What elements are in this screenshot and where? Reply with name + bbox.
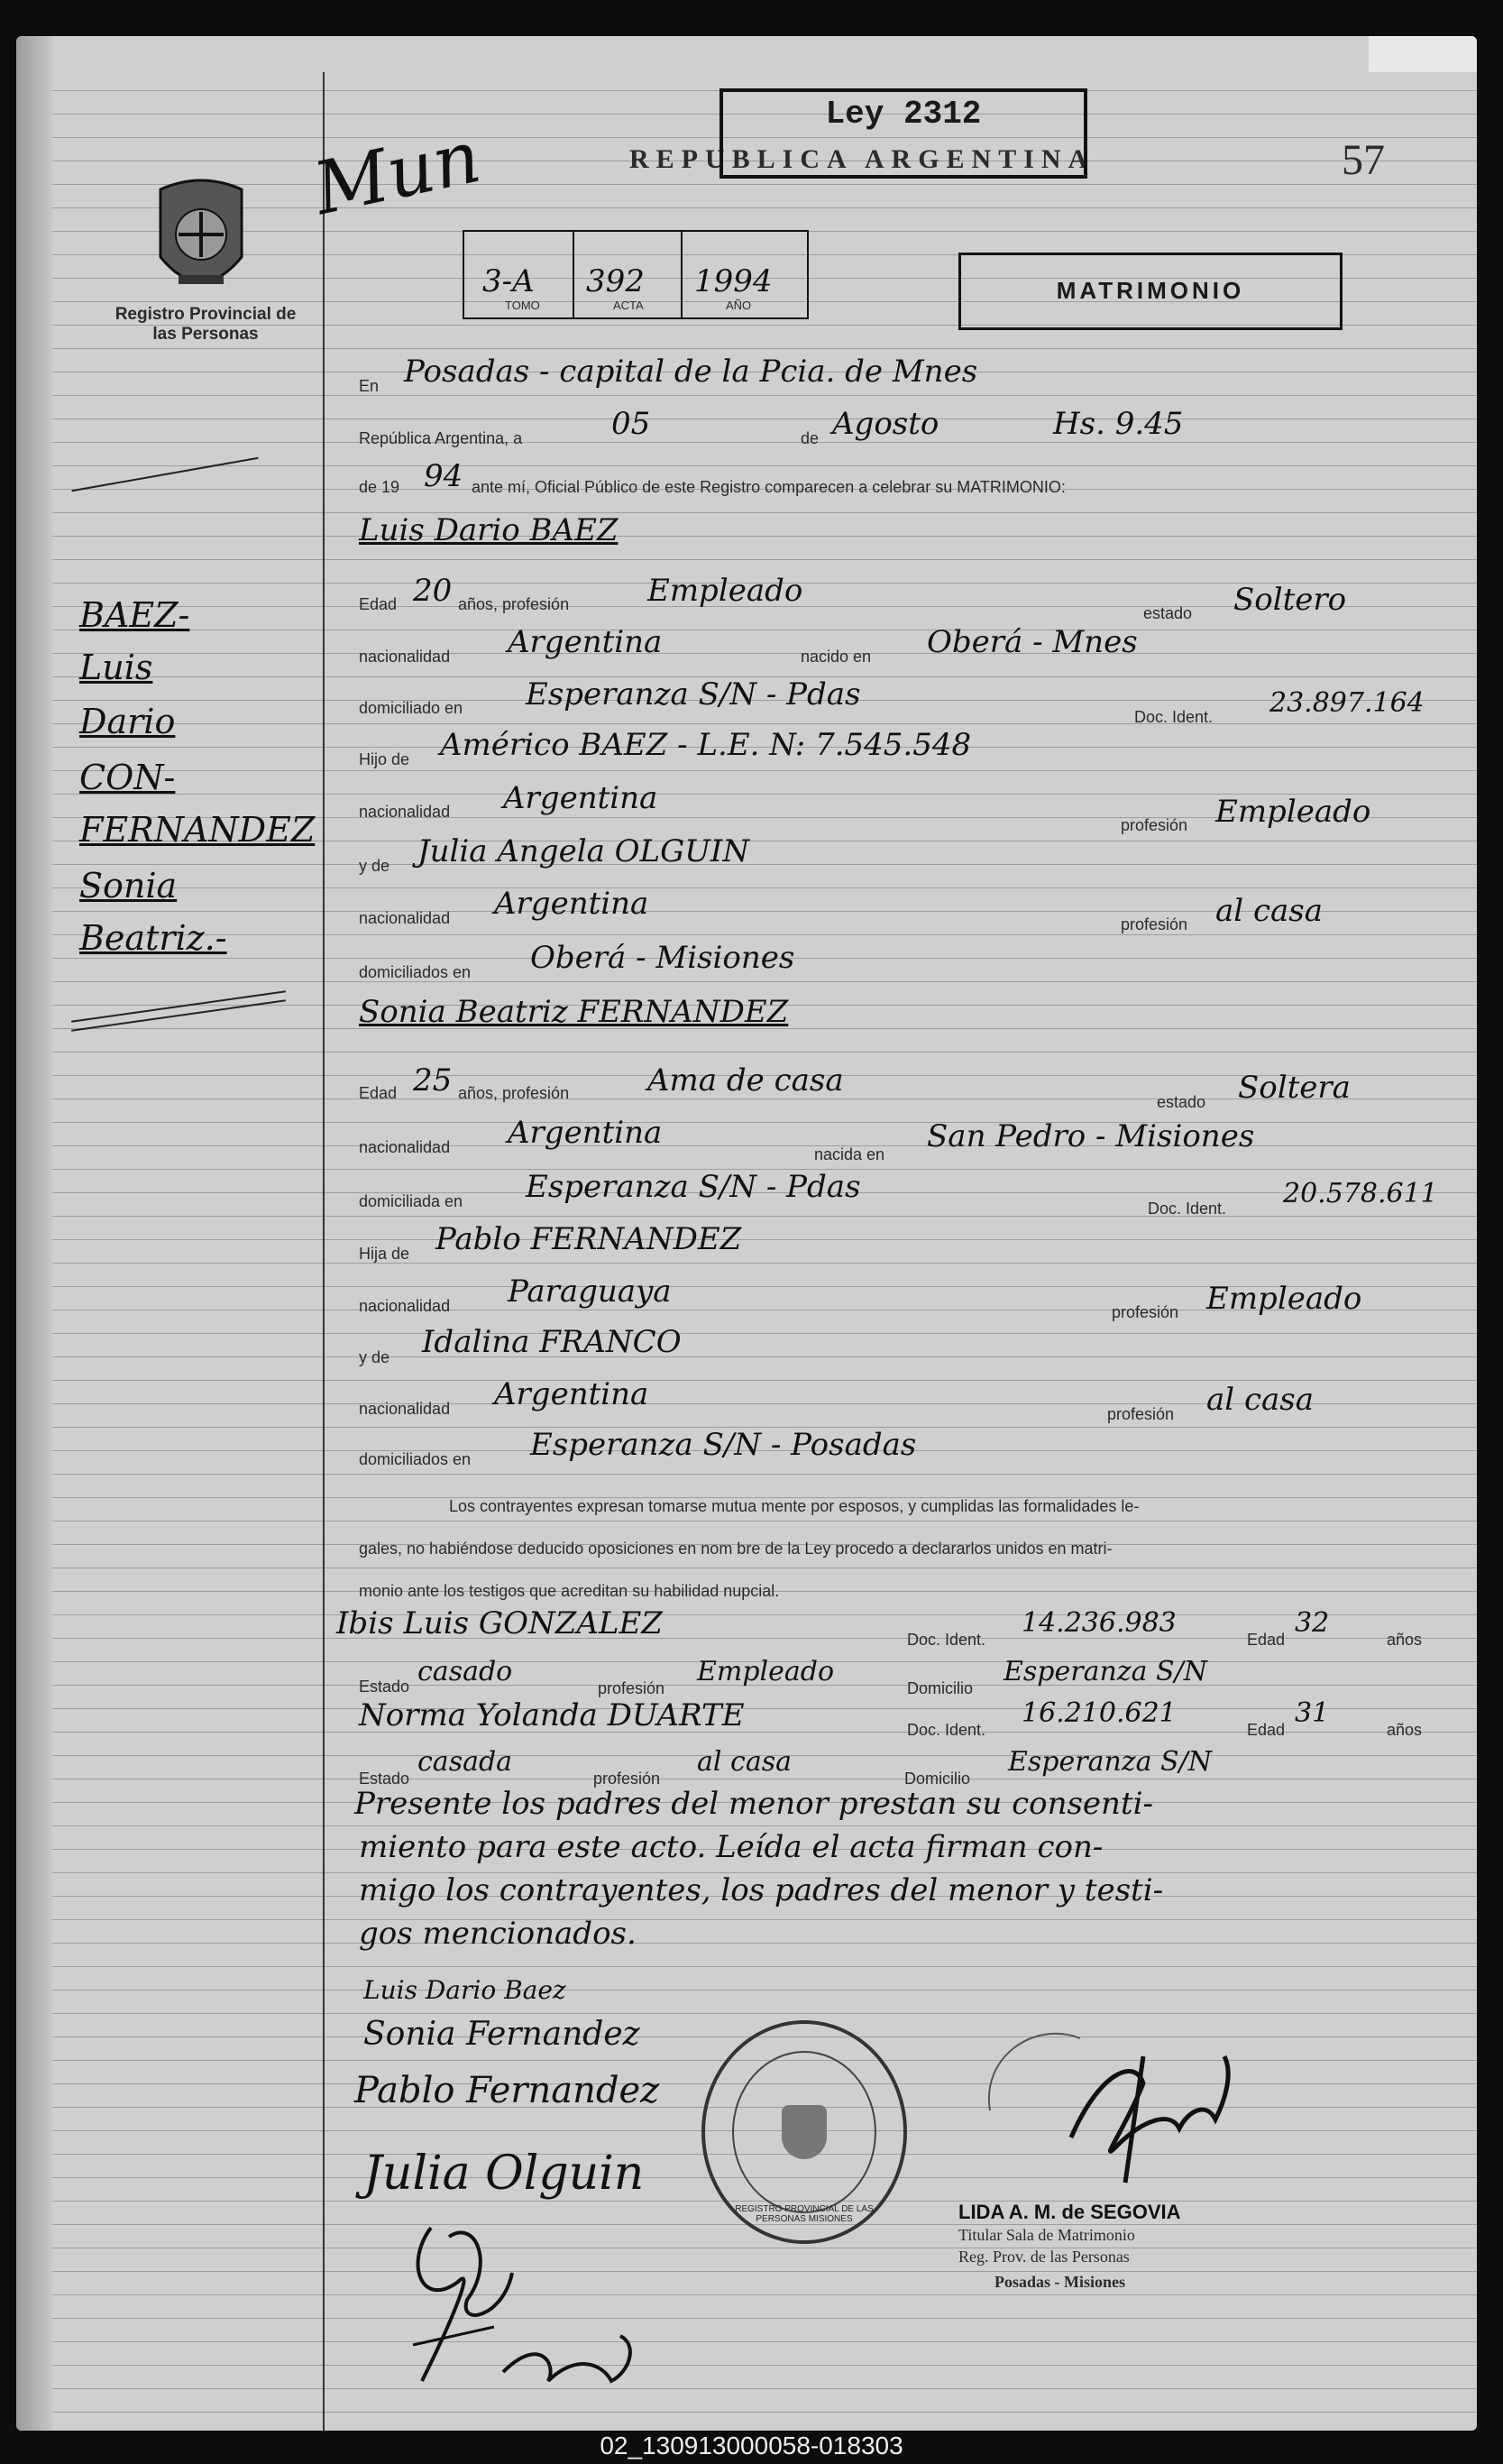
groom-doc: 23.897.164 bbox=[1269, 687, 1425, 719]
witness2-estado: casada bbox=[417, 1746, 513, 1778]
ruled-line bbox=[52, 2341, 1477, 2342]
ruled-line bbox=[52, 418, 1477, 419]
declaration-line: Los contrayentes expresan tomarse mutua mente por esposos, y cumplidas las formalidades le- bbox=[449, 1497, 1140, 1515]
sidebar-name: Dario bbox=[79, 702, 176, 741]
seal-text: REGISTRO PROVINCIAL DE LAS PERSONAS MISIONES bbox=[735, 2204, 874, 2224]
witness1-profession: Empleado bbox=[697, 1656, 835, 1687]
acta-label: ACTA bbox=[613, 299, 644, 312]
ruled-line bbox=[52, 207, 1477, 208]
hijo-label: Hijo de bbox=[359, 750, 410, 768]
nacionalidad-label: nacionalidad bbox=[359, 648, 451, 666]
profesion-label: años, profesión bbox=[458, 1084, 570, 1102]
ruled-line bbox=[52, 1708, 1477, 1709]
groom-address: Esperanza S/N - Pdas bbox=[526, 676, 861, 713]
coat-of-arms-icon bbox=[151, 171, 251, 307]
official-name: LIDA A. M. de SEGOVIA bbox=[958, 2201, 1181, 2223]
official-title: Posadas - Misiones bbox=[994, 2273, 1126, 2291]
ruled-line bbox=[52, 2318, 1477, 2319]
record-number-table bbox=[463, 230, 809, 319]
bride-mother-nationality: Argentina bbox=[494, 1376, 649, 1412]
estado-label: estado bbox=[1143, 604, 1193, 622]
ruled-line bbox=[52, 1122, 1477, 1123]
note-line: gos mencionados. bbox=[359, 1916, 637, 1952]
profesion-label: profesión bbox=[1121, 816, 1188, 834]
bride-profession: Ama de casa bbox=[647, 1062, 844, 1099]
groom-father-profession: Empleado bbox=[1215, 794, 1371, 830]
ruled-line bbox=[52, 1919, 1477, 1920]
signature-groom: Luis Dario Baez bbox=[363, 1975, 566, 2005]
official-title: Titular Sala de Matrimonio bbox=[958, 2226, 1135, 2244]
domicilio-label: domiciliada en bbox=[359, 1192, 463, 1210]
margin-line bbox=[323, 72, 325, 2431]
ruled-line bbox=[52, 1966, 1477, 1967]
groom-name: Luis Dario BAEZ bbox=[359, 512, 619, 548]
groom-nationality: Argentina bbox=[508, 624, 663, 660]
signature-groom-mother: Julia Olguin bbox=[363, 2147, 645, 2201]
bride-parents-address: Esperanza S/N - Posadas bbox=[530, 1427, 917, 1463]
witness2-name: Norma Yolanda DUARTE bbox=[359, 1697, 745, 1733]
seal-emblem-icon bbox=[782, 2105, 827, 2159]
acta-value: 392 bbox=[586, 263, 645, 299]
witness2-domicilio: Esperanza S/N bbox=[1008, 1746, 1212, 1778]
witness1-doc: 14.236.983 bbox=[1022, 1607, 1177, 1639]
profesion-label: profesión bbox=[1121, 915, 1188, 933]
ruled-line bbox=[52, 2412, 1477, 2413]
witness-signatures bbox=[395, 2201, 683, 2413]
edad-label: Edad bbox=[359, 595, 398, 613]
ruled-line bbox=[52, 1263, 1477, 1264]
edad-label: Edad bbox=[1247, 1721, 1286, 1739]
ruled-line bbox=[52, 1990, 1477, 1991]
en-label: En bbox=[359, 377, 380, 395]
registry-label: Registro Provincial de las Personas bbox=[115, 305, 297, 344]
nacionalidad-label: nacionalidad bbox=[359, 1138, 451, 1156]
margin-strike bbox=[71, 990, 286, 1022]
declaration-line: monio ante los testigos que acreditan su habilidad nupcial. bbox=[359, 1582, 780, 1600]
witness1-estado: casado bbox=[417, 1656, 513, 1687]
nacionalidad-label: nacionalidad bbox=[359, 1400, 451, 1418]
ruled-line bbox=[52, 1239, 1477, 1240]
note-line: migo los contrayentes, los padres del menor y testi- bbox=[359, 1872, 1164, 1908]
ano-label: AÑO bbox=[726, 299, 752, 312]
doc-label: Doc. Ident. bbox=[1134, 708, 1214, 726]
profesion-label: profesión bbox=[1112, 1303, 1179, 1321]
profesion-label: profesión bbox=[1107, 1405, 1175, 1423]
groom-age: 20 bbox=[413, 573, 453, 609]
note-line: Presente los padres del menor prestan su consenti- bbox=[354, 1786, 1153, 1822]
ruled-line bbox=[52, 1474, 1477, 1475]
ruled-line bbox=[52, 1052, 1477, 1053]
ruled-line bbox=[52, 184, 1477, 185]
ruled-line bbox=[52, 1825, 1477, 1826]
edad-label: Edad bbox=[359, 1084, 398, 1102]
place-value: Posadas - capital de la Pcia. de Mnes bbox=[404, 354, 978, 390]
sidebar-name: CON- bbox=[79, 758, 176, 797]
ante-text: ante mí, Oficial Público de este Registro comparecen a celebrar su MATRIMONIO: bbox=[472, 478, 1066, 496]
bride-address: Esperanza S/N - Pdas bbox=[526, 1169, 861, 1205]
bride-birthplace: San Pedro - Misiones bbox=[927, 1118, 1255, 1154]
month-value: Agosto bbox=[832, 406, 939, 442]
ruled-line bbox=[52, 348, 1477, 349]
domicilio-label: Domicilio bbox=[904, 1770, 971, 1788]
ruled-line bbox=[52, 442, 1477, 443]
groom-mother: Julia Angela OLGUIN bbox=[417, 833, 750, 869]
ruled-line bbox=[52, 1216, 1477, 1217]
ruled-line bbox=[52, 1333, 1477, 1334]
republica-label: República Argentina, a bbox=[359, 429, 523, 447]
ruled-line bbox=[52, 653, 1477, 654]
bride-nationality: Argentina bbox=[508, 1115, 663, 1151]
doc-label: Doc. Ident. bbox=[1148, 1200, 1227, 1218]
declaration-line: gales, no habiéndose deducido oposiciones en nom bre de la Ley procedo a declararlos unidos en matri- bbox=[359, 1540, 1113, 1558]
witness1-name: Ibis Luis GONZALEZ bbox=[336, 1605, 663, 1641]
witness2-profession: al casa bbox=[697, 1746, 792, 1778]
bride-mother: Idalina FRANCO bbox=[422, 1324, 682, 1360]
nacionalidad-label: nacionalidad bbox=[359, 803, 451, 821]
groom-birthplace: Oberá - Mnes bbox=[927, 624, 1138, 660]
ruled-line bbox=[52, 1380, 1477, 1381]
groom-parents-address: Oberá - Misiones bbox=[530, 940, 795, 976]
ruled-line bbox=[52, 1943, 1477, 1944]
law-stamp: Ley 2312 bbox=[719, 88, 1087, 179]
ano-value: 1994 bbox=[694, 263, 773, 299]
profesion-label: años, profesión bbox=[458, 595, 570, 613]
sidebar-name: BAEZ- bbox=[79, 595, 190, 635]
groom-father-nationality: Argentina bbox=[503, 780, 658, 816]
groom-estado: Soltero bbox=[1233, 582, 1347, 618]
ruled-line bbox=[52, 559, 1477, 560]
doc-label: Doc. Ident. bbox=[907, 1631, 986, 1649]
ruled-line bbox=[52, 887, 1477, 888]
bride-doc: 20.578.611 bbox=[1283, 1178, 1438, 1209]
file-footer: 02_130913000058-018303 bbox=[600, 2432, 903, 2459]
groom-mother-nationality: Argentina bbox=[494, 886, 649, 922]
ruled-line bbox=[52, 1521, 1477, 1522]
y-de-label: y de bbox=[359, 1348, 390, 1366]
y-de-label: y de bbox=[359, 857, 390, 875]
estado-label: Estado bbox=[359, 1770, 410, 1788]
witness2-doc: 16.210.621 bbox=[1022, 1697, 1177, 1729]
ruled-line bbox=[52, 770, 1477, 771]
ruled-line bbox=[52, 395, 1477, 396]
tomo-label: TOMO bbox=[505, 299, 540, 312]
note-line: miento para este acto. Leída el acta firman con- bbox=[359, 1829, 1104, 1865]
profesion-label: profesión bbox=[598, 1679, 665, 1697]
page-binding bbox=[16, 36, 52, 2431]
ruled-line bbox=[52, 1145, 1477, 1146]
record-type-box: MATRIMONIO bbox=[958, 253, 1343, 330]
groom-father: Américo BAEZ - L.E. N: 7.545.548 bbox=[440, 727, 972, 763]
hour-value: Hs. 9.45 bbox=[1053, 406, 1184, 442]
profesion-label: profesión bbox=[593, 1770, 661, 1788]
ruled-line bbox=[52, 2294, 1477, 2295]
ruled-line bbox=[52, 981, 1477, 982]
official-seal bbox=[701, 2020, 907, 2244]
tomo-value: 3-A bbox=[482, 263, 535, 299]
margin-strike bbox=[71, 457, 258, 492]
witness2-age: 31 bbox=[1295, 1697, 1330, 1729]
nacido-label: nacido en bbox=[801, 648, 872, 666]
sidebar-name: Luis bbox=[79, 648, 153, 687]
ruled-line bbox=[52, 1614, 1477, 1615]
nacionalidad-label: nacionalidad bbox=[359, 909, 451, 927]
ruled-line bbox=[52, 2365, 1477, 2366]
republic-title: REPUBLICA ARGENTINA bbox=[629, 144, 1095, 174]
hija-label: Hija de bbox=[359, 1245, 410, 1263]
ruled-line bbox=[52, 465, 1477, 466]
corner-shade bbox=[1369, 36, 1477, 72]
margin-initials: Mun bbox=[307, 114, 488, 232]
signature-bride-father: Pablo Fernandez bbox=[354, 2070, 660, 2111]
year-suffix: 94 bbox=[424, 458, 463, 494]
day-value: 05 bbox=[611, 406, 651, 442]
ruled-line bbox=[52, 1356, 1477, 1357]
anos-label: años bbox=[1387, 1721, 1423, 1739]
bride-age: 25 bbox=[413, 1062, 453, 1099]
domiciliados-label: domiciliados en bbox=[359, 963, 472, 981]
bride-father: Pablo FERNANDEZ bbox=[435, 1221, 742, 1257]
nacionalidad-label: nacionalidad bbox=[359, 1297, 451, 1315]
anos-label: años bbox=[1387, 1631, 1423, 1649]
ruled-line bbox=[52, 2271, 1477, 2272]
domicilio-label: Domicilio bbox=[907, 1679, 974, 1697]
domiciliados-label: domiciliados en bbox=[359, 1450, 472, 1468]
groom-mother-profession: al casa bbox=[1215, 893, 1323, 929]
page-number: 57 bbox=[1342, 136, 1385, 184]
ruled-line bbox=[52, 512, 1477, 513]
bride-mother-profession: al casa bbox=[1206, 1382, 1314, 1418]
witness1-domicilio: Esperanza S/N bbox=[1004, 1656, 1207, 1687]
ruled-line bbox=[52, 864, 1477, 865]
official-signature bbox=[963, 2002, 1251, 2205]
ruled-line bbox=[52, 2388, 1477, 2389]
ruled-line bbox=[52, 934, 1477, 935]
official-title: Reg. Prov. de las Personas bbox=[958, 2248, 1130, 2266]
ruled-line bbox=[52, 536, 1477, 537]
witness1-age: 32 bbox=[1295, 1607, 1330, 1639]
year-prefix: de 19 bbox=[359, 478, 400, 496]
de-label: de bbox=[801, 429, 820, 447]
bride-name: Sonia Beatriz FERNANDEZ bbox=[359, 994, 789, 1030]
document-page bbox=[16, 36, 1477, 2431]
signature-bride: Sonia Fernandez bbox=[363, 2016, 640, 2053]
sidebar-name: Sonia bbox=[79, 866, 178, 906]
bride-father-nationality: Paraguaya bbox=[508, 1273, 672, 1310]
doc-label: Doc. Ident. bbox=[907, 1721, 986, 1739]
ruled-line bbox=[52, 2013, 1477, 2014]
estado-label: estado bbox=[1157, 1093, 1206, 1111]
estado-label: Estado bbox=[359, 1678, 410, 1696]
sidebar-name: Beatriz.- bbox=[79, 918, 227, 958]
groom-profession: Empleado bbox=[647, 573, 803, 609]
nacida-label: nacida en bbox=[814, 1145, 885, 1163]
bride-estado: Soltera bbox=[1238, 1070, 1351, 1106]
ruled-line bbox=[52, 723, 1477, 724]
bride-father-profession: Empleado bbox=[1206, 1281, 1362, 1317]
sidebar-name: FERNANDEZ bbox=[79, 810, 316, 850]
domicilio-label: domiciliado en bbox=[359, 699, 463, 717]
edad-label: Edad bbox=[1247, 1631, 1286, 1649]
